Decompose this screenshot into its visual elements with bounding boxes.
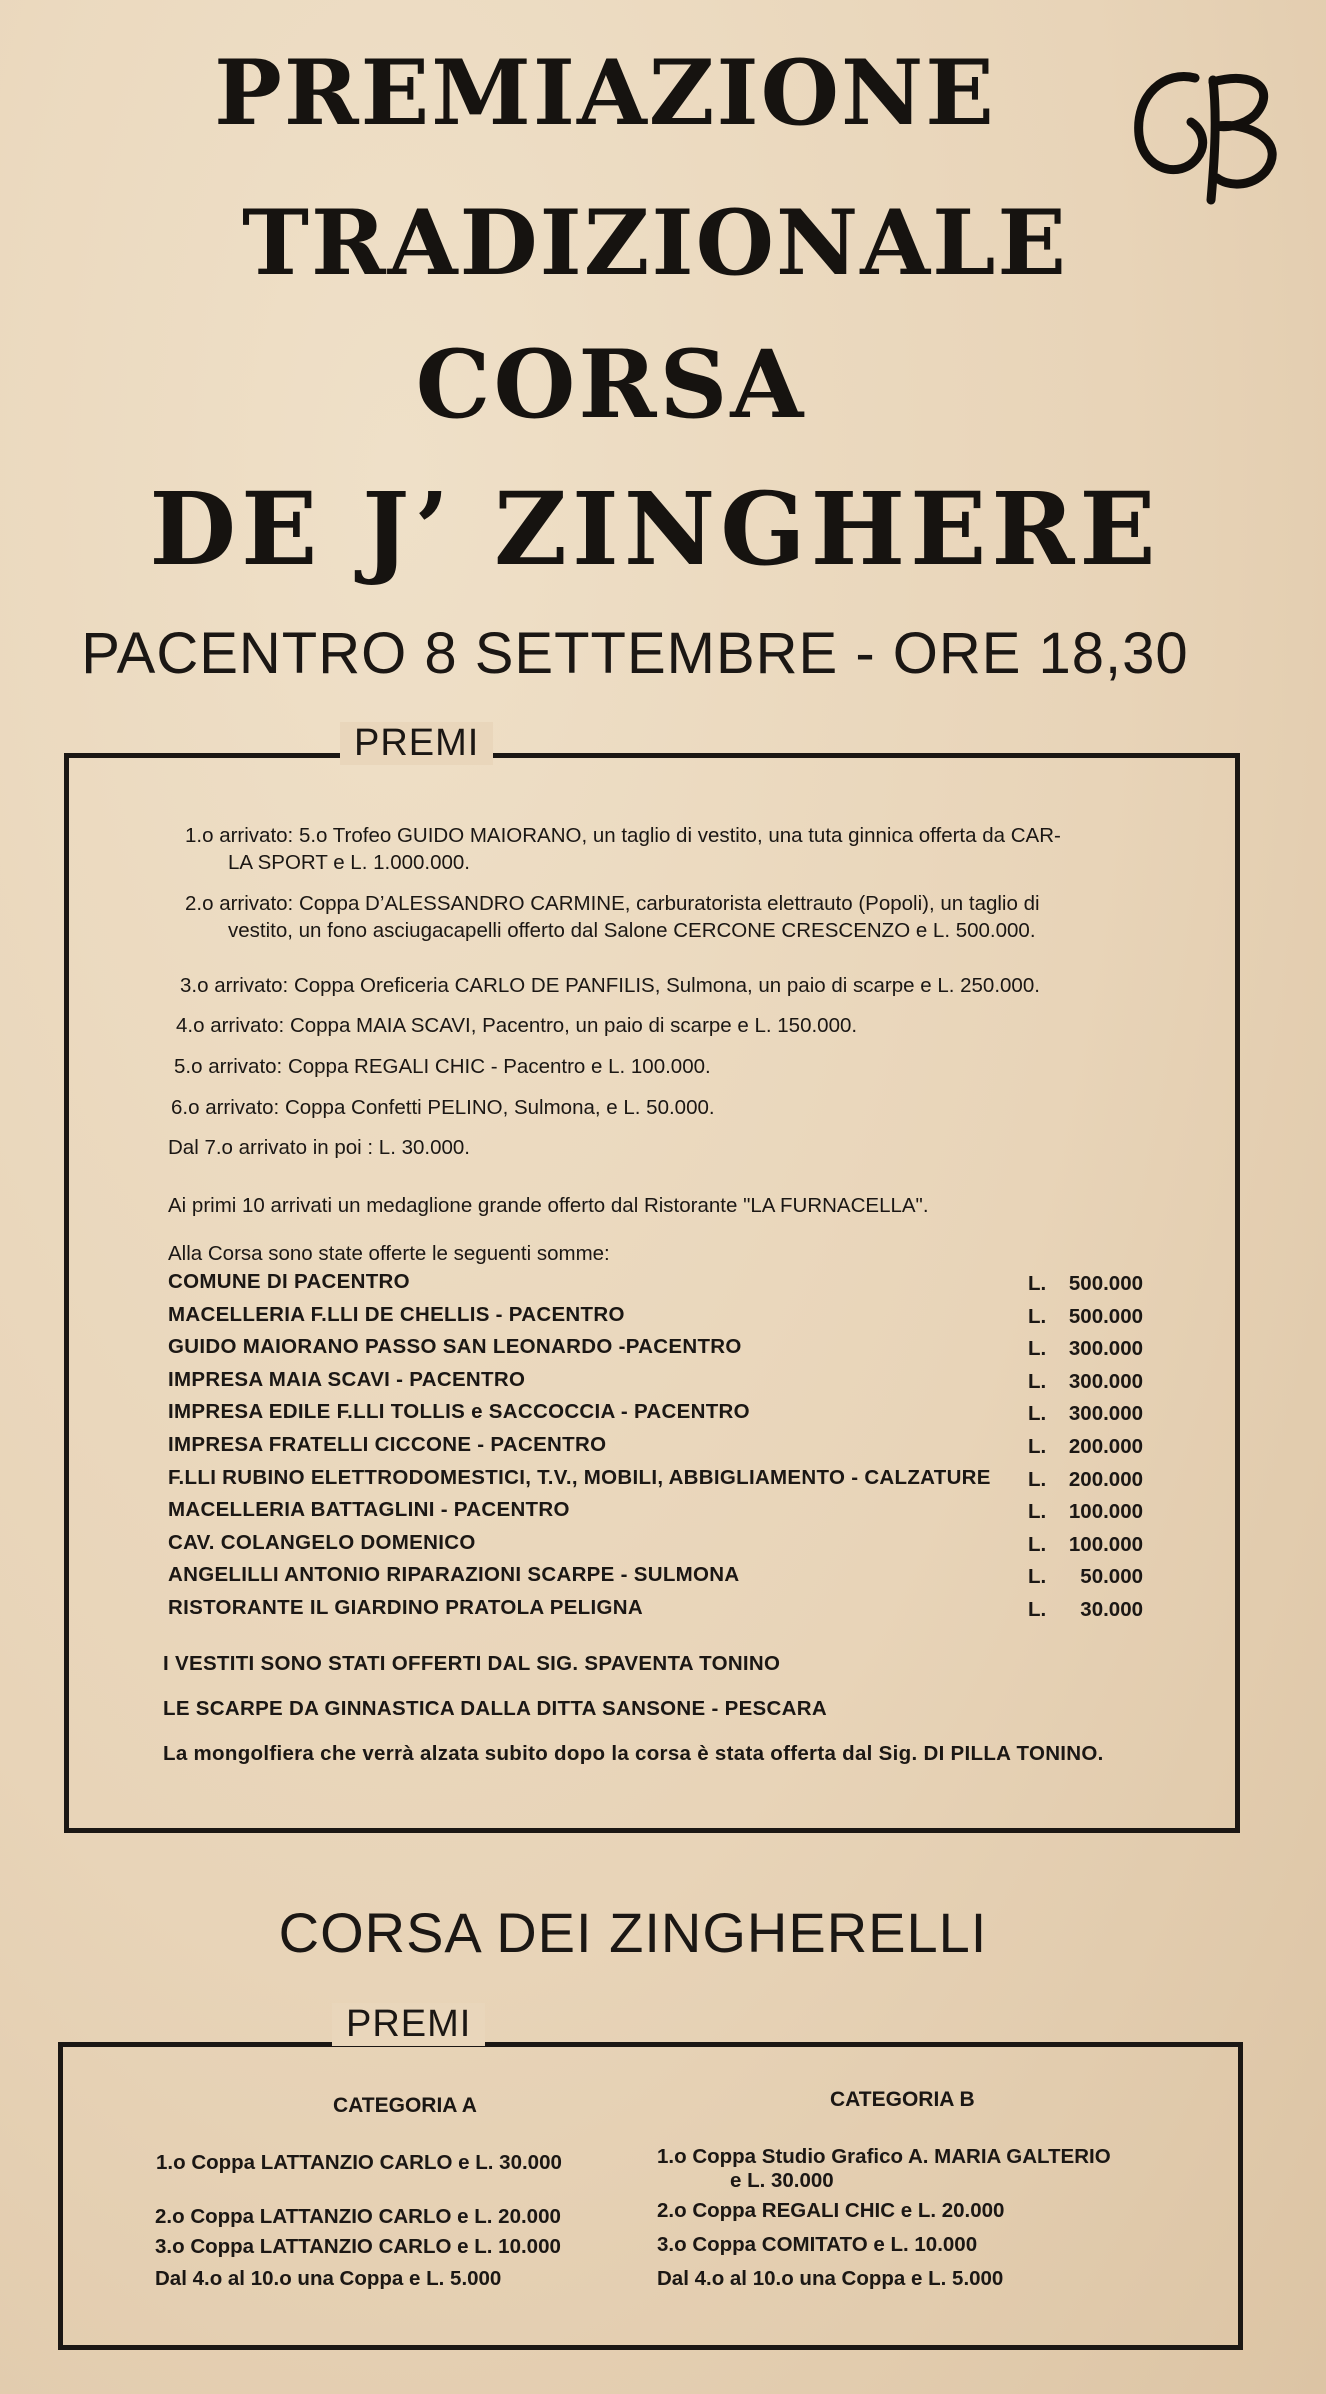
donor-amount-value: 100.000 — [1068, 1500, 1143, 1523]
category-a-item-1: 1.o Coppa LATTANZIO CARLO e L. 30.000 — [156, 2151, 562, 2174]
event-date-time: PACENTRO 8 SETTEMBRE - ORE 18,30 — [81, 621, 1189, 686]
donor-currency: L. — [1028, 1500, 1047, 1523]
prize-1-line-1: 1.o arrivato: 5.o Trofeo GUIDO MAIORANO, un taglio di vestito, una tuta ginnica offerta da CAR- — [185, 824, 1061, 847]
donor-currency: L. — [1028, 1337, 1047, 1360]
category-a-item-3: 3.o Coppa LATTANZIO CARLO e L. 10.000 — [155, 2235, 561, 2258]
donor-amount-value: 500.000 — [1068, 1272, 1143, 1295]
category-a-item-4: Dal 4.o al 10.o una Coppa e L. 5.000 — [155, 2267, 502, 2290]
donor-currency: L. — [1028, 1272, 1047, 1295]
donor-name: GUIDO MAIORANO PASSO SAN LEONARDO -PACENTRO — [168, 1335, 742, 1358]
donor-name: MACELLERIA BATTAGLINI - PACENTRO — [168, 1498, 570, 1521]
donor-amount-value: 300.000 — [1068, 1337, 1143, 1360]
donor-amount-value: 200.000 — [1068, 1435, 1143, 1458]
title-line-3: CORSA — [415, 330, 807, 440]
donor-name: ANGELILLI ANTONIO RIPARAZIONI SCARPE - SULMONA — [168, 1563, 740, 1586]
prize-5: 5.o arrivato: Coppa REGALI CHIC - Pacentro e L. 100.000. — [174, 1055, 711, 1078]
title-line-4: DE J’ ZINGHERE — [149, 470, 1161, 588]
prize-2-line-2: vestito, un fono asciugacapelli offerto dal Salone CERCONE CRESCENZO e L. 500.000. — [228, 919, 1036, 942]
donor-amount-value: 300.000 — [1068, 1402, 1143, 1425]
donor-name: F.LLI RUBINO ELETTRODOMESTICI, T.V., MOBILI, ABBIGLIAMENTO - CALZATURE — [168, 1466, 991, 1489]
medallion-note: Ai primi 10 arrivati un medaglione grande offerto dal Ristorante "LA FURNACELLA". — [168, 1194, 929, 1217]
donor-currency: L. — [1028, 1305, 1047, 1328]
donor-amount-value: 200.000 — [1068, 1468, 1143, 1491]
donor-currency: L. — [1028, 1598, 1047, 1621]
category-b-item-1: 1.o Coppa Studio Grafico A. MARIA GALTERIO — [657, 2145, 1111, 2168]
zingherelli-prizes-box — [58, 2042, 1243, 2350]
note-balloon: La mongolfiera che verrà alzata subito dopo la corsa è stata offerta dal Sig. DI PILLA TONINO. — [163, 1742, 1104, 1765]
donor-name: RISTORANTE IL GIARDINO PRATOLA PELIGNA — [168, 1596, 643, 1619]
donor-name: IMPRESA MAIA SCAVI - PACENTRO — [168, 1368, 526, 1391]
donor-amount-value: 500.000 — [1068, 1305, 1143, 1328]
category-b-item-2: 2.o Coppa REGALI CHIC e L. 20.000 — [657, 2199, 1005, 2222]
donor-name: IMPRESA FRATELLI CICCONE - PACENTRO — [168, 1433, 607, 1456]
prize-4: 4.o arrivato: Coppa MAIA SCAVI, Pacentro, un paio di scarpe e L. 150.000. — [176, 1014, 858, 1037]
category-b-item-1-cont: e L. 30.000 — [730, 2169, 834, 2192]
donor-name: MACELLERIA F.LLI DE CHELLIS - PACENTRO — [168, 1303, 625, 1326]
donor-currency: L. — [1028, 1435, 1047, 1458]
donor-currency: L. — [1028, 1370, 1047, 1393]
category-a-title: CATEGORIA A — [333, 2094, 477, 2117]
prize-3: 3.o arrivato: Coppa Oreficeria CARLO DE PANFILIS, Sulmona, un paio di scarpe e L. 250.000. — [180, 974, 1040, 997]
prize-from-seventh: Dal 7.o arrivato in poi : L. 30.000. — [168, 1136, 470, 1159]
donor-currency: L. — [1028, 1565, 1047, 1588]
prize-1-line-2: LA SPORT e L. 1.000.000. — [228, 851, 470, 874]
title-line-1: PREMIAZIONE — [214, 40, 996, 146]
donor-name: IMPRESA EDILE F.LLI TOLLIS e SACCOCCIA - PACENTRO — [168, 1400, 750, 1423]
prize-6: 6.o arrivato: Coppa Confetti PELINO, Sulmona, e L. 50.000. — [171, 1096, 715, 1119]
premi-label-2: PREMI — [332, 2003, 485, 2046]
donor-currency: L. — [1028, 1468, 1047, 1491]
prize-2-line-1: 2.o arrivato: Coppa D’ALESSANDRO CARMINE, carburatorista elettrauto (Popoli), un taglio di — [185, 892, 1040, 915]
category-b-item-4: Dal 4.o al 10.o una Coppa e L. 5.000 — [657, 2267, 1004, 2290]
donor-amount-value: 300.000 — [1068, 1370, 1143, 1393]
donor-amount-value: 30.000 — [1080, 1598, 1143, 1621]
donor-currency: L. — [1028, 1402, 1047, 1425]
category-b-item-3: 3.o Coppa COMITATO e L. 10.000 — [657, 2233, 978, 2256]
note-shoes: LE SCARPE DA GINNASTICA DALLA DITTA SANSONE - PESCARA — [163, 1697, 827, 1720]
section2-title: CORSA DEI ZINGHERELLI — [278, 1901, 988, 1964]
donor-amount-value: 50.000 — [1080, 1565, 1143, 1588]
title-line-2: TRADIZIONALE — [242, 190, 1068, 296]
premi-label: PREMI — [340, 722, 493, 765]
category-a-item-2: 2.o Coppa LATTANZIO CARLO e L. 20.000 — [155, 2205, 561, 2228]
donations-intro: Alla Corsa sono state offerte le seguenti somme: — [168, 1242, 610, 1265]
donor-amount-value: 100.000 — [1068, 1533, 1143, 1556]
donor-currency: L. — [1028, 1533, 1047, 1556]
donor-name: CAV. COLANGELO DOMENICO — [168, 1531, 476, 1554]
category-b-title: CATEGORIA B — [830, 2088, 975, 2111]
donor-name: COMUNE DI PACENTRO — [168, 1270, 410, 1293]
note-clothes: I VESTITI SONO STATI OFFERTI DAL SIG. SPAVENTA TONINO — [163, 1652, 781, 1675]
